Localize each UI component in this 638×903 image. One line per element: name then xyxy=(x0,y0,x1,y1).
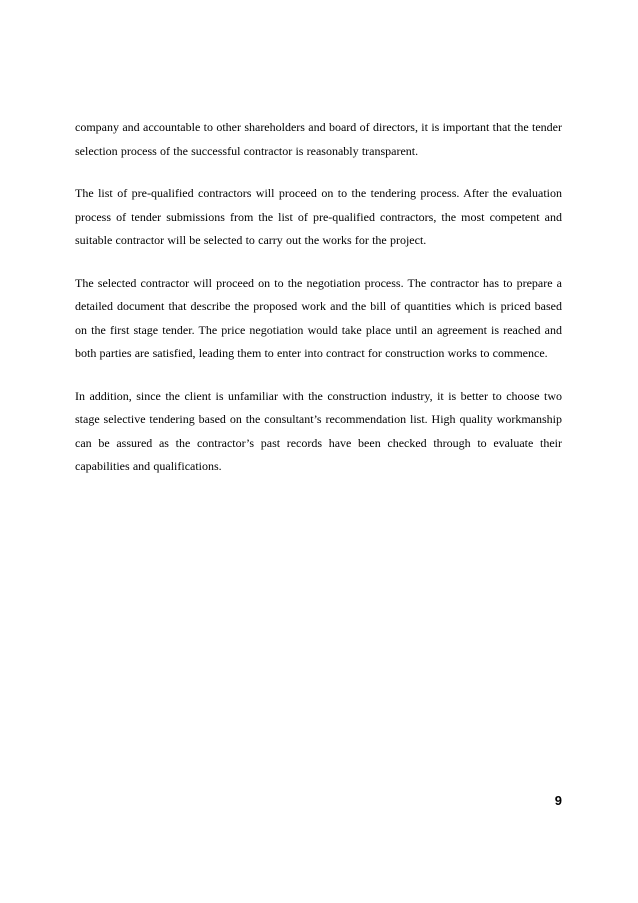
paragraph-tendering-process: The list of pre-qualified contractors will proceed on to the tendering process. After the evaluation process of tender submissions from the list of pre-qualified contractors, the most competent and suitable contractor will be selected to carry out the works for the project. xyxy=(75,186,562,247)
paragraph-two-stage-tendering: In addition, since the client is unfamiliar with the construction industry, it is better to choose two stage selective tendering based on the consultant’s recommendation list. High quality workmanship can be assured as the contractor’s past records have been checked through to evaluate their capabilities and qualifications. xyxy=(75,388,562,473)
body-text xyxy=(75,116,562,498)
paragraph-negotiation-process: The selected contractor will proceed on to the negotiation process. The contractor has to prepare a detailed document that describe the proposed work and the bill of quantities which is priced based on the first stage tender. The price negotiation would take place until an agreement is reached and both parties are satisfied, leading them to enter into contract for construction works to commence. xyxy=(75,275,562,360)
paragraph-transparency: company and accountable to other shareholders and board of directors, it is important that the tender selection process of the successful contractor is reasonably transparent. xyxy=(75,120,562,158)
page-number: 9 xyxy=(554,793,562,808)
